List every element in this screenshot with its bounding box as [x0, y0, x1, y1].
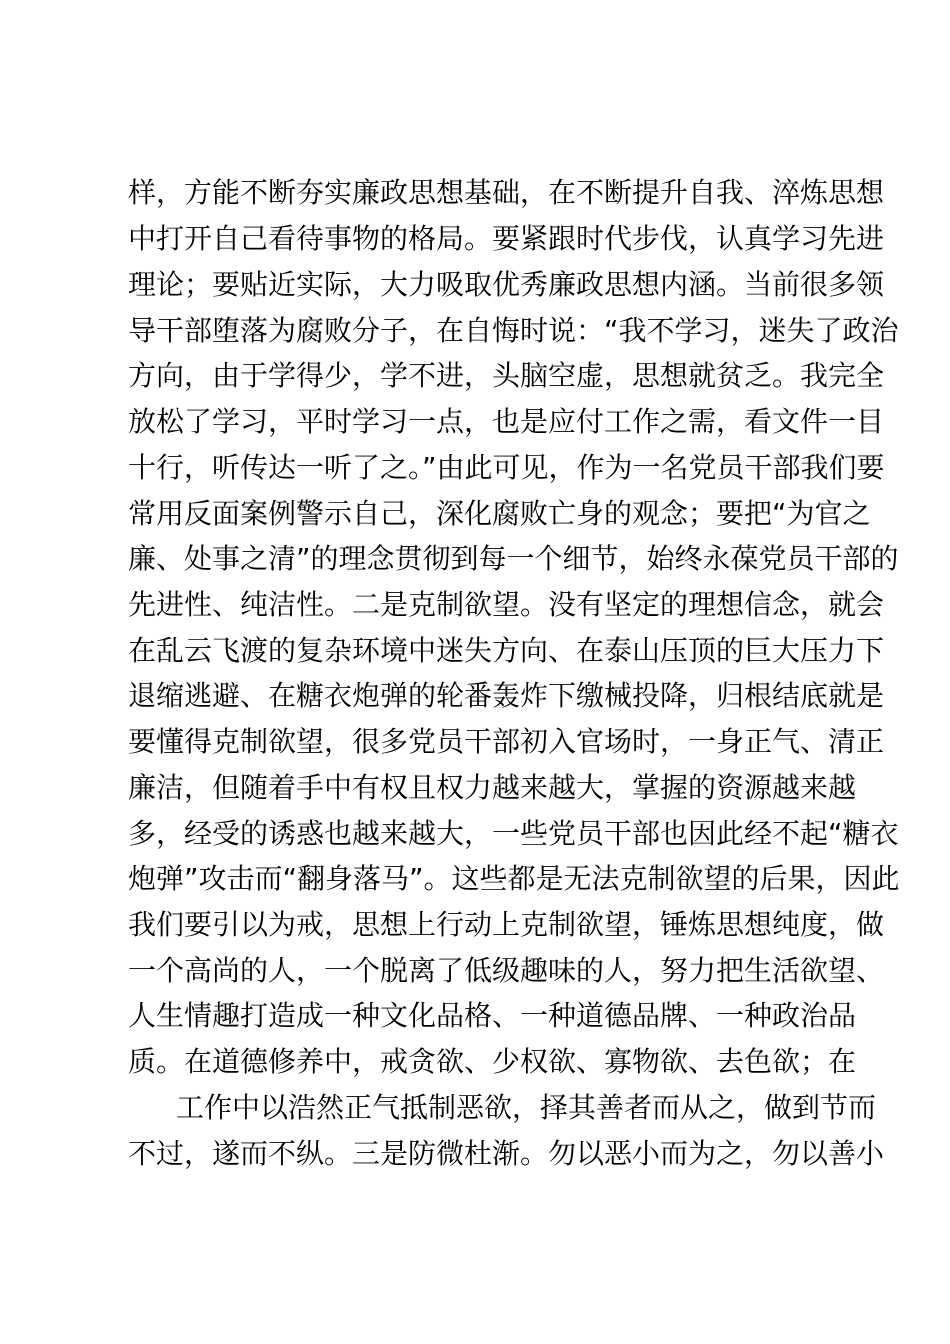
- body-text-line: 中打开自己看待事物的格局。要紧跟时代步伐，认真学习先进: [128, 222, 885, 255]
- body-text-line: 炮弹”攻击而“翻身落马”。这些都是无法克制欲望的后果，因此: [128, 862, 900, 895]
- body-text-line: 十行，听传达一听了之。”由此可见，作为一名党员干部我们要: [128, 451, 885, 484]
- body-text-line: 要懂得克制欲望，很多党员干部初入官场时，一身正气、清正: [128, 725, 885, 758]
- body-text-line: 人生情趣打造成一种文化品格、一种道德品牌、一种政治品: [128, 999, 857, 1032]
- body-text-line: 廉洁，但随着手中有权且权力越来越大，掌握的资源越来越: [128, 771, 857, 804]
- body-text-line: 我们要引以为戒，思想上行动上克制欲望，锤炼思想纯度，做: [128, 908, 885, 941]
- body-text-line: 导干部堕落为腐败分子，在自悔时说：“我不学习，迷失了政治: [128, 314, 899, 347]
- body-text-line: 方向，由于学得少，学不进，头脑空虚，思想就贫乏。我完全: [128, 359, 885, 392]
- body-text-line-indented: 工作中以浩然正气抵制恶欲，择其善者而从之，做到节而: [176, 1091, 877, 1124]
- body-text-line: 常用反面案例警示自己，深化腐败亡身的观念；要把“为官之: [128, 497, 871, 530]
- body-text-line: 一个高尚的人，一个脱离了低级趣味的人，努力把生活欲望、: [128, 954, 885, 987]
- body-text-line: 放松了学习，平时学习一点，也是应付工作之需，看文件一目: [128, 405, 885, 438]
- body-text-line: 退缩逃避、在糖衣炮弹的轮番轰炸下缴械投降，归根结底就是: [128, 679, 885, 712]
- body-text-line: 不过，遂而不纵。三是防微杜渐。勿以恶小而为之，勿以善小: [128, 1137, 885, 1170]
- body-text-line: 先进性、纯洁性。二是克制欲望。没有坚定的理想信念，就会: [128, 588, 885, 621]
- body-text-line: 质。在道德修养中，戒贪欲、少权欲、寡物欲、去色欲；在: [128, 1045, 857, 1078]
- body-text-line: 多，经受的诱惑也越来越大，一些党员干部也因此经不起“糖衣: [128, 817, 899, 850]
- body-text-line: 样，方能不断夯实廉政思想基础，在不断提升自我、淬炼思想: [128, 176, 885, 209]
- body-text-line: 理论；要贴近实际，大力吸取优秀廉政思想内涵。当前很多领: [128, 268, 885, 301]
- body-text-line: 在乱云飞渡的复杂环境中迷失方向、在泰山压顶的巨大压力下: [128, 634, 885, 667]
- body-text-line: 廉、处事之清”的理念贯彻到每一个细节，始终永葆党员干部的: [128, 542, 899, 575]
